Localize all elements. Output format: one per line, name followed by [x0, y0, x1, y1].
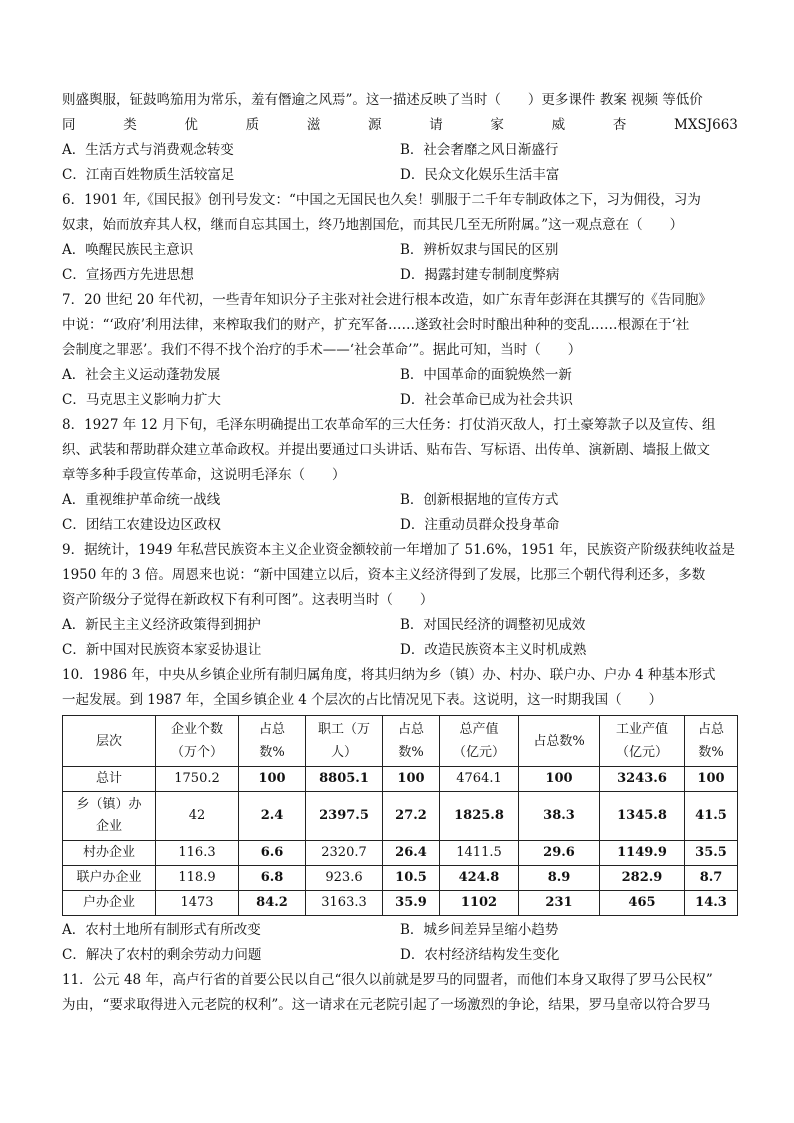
q5-option-a: A．生活方式与消费观念转变 [62, 142, 234, 158]
q7-option-a: A．社会主义运动蓬勃发展 [62, 367, 221, 383]
table-cell: 29.6 [519, 841, 600, 866]
table-cell: 8.7 [685, 866, 738, 891]
q9-option-c: C．新中国对民族资本家妥协退让 [62, 642, 262, 658]
q8-stem: 章等多种手段宣传革命，这说明毛泽东（ ） [62, 467, 346, 483]
table-cell: 35.9 [383, 891, 440, 916]
q6-option-d: D．揭露封建专制制度弊病 [400, 267, 560, 283]
promo-char: 质 [245, 117, 260, 133]
table-cell: 4764.1 [440, 767, 519, 792]
table-header: 总产值 （亿元） [440, 716, 519, 767]
row-label: 村办企业 [63, 841, 156, 866]
table-cell: 3243.6 [600, 767, 685, 792]
table-cell: 231 [519, 891, 600, 916]
township-enterprise-table [62, 715, 738, 916]
q9-option-a: A．新民主主义经济政策得到拥护 [62, 617, 261, 633]
table-cell: 282.9 [600, 866, 685, 891]
q6-option-b: B．辨析奴隶与国民的区别 [400, 242, 559, 258]
table-cell: 1345.8 [600, 792, 685, 841]
q9-option-b: B．对国民经济的调整初见成效 [400, 617, 586, 633]
q10-option-b: B．城乡间差异呈缩小趋势 [400, 922, 559, 938]
table-cell: 38.3 [519, 792, 600, 841]
q10-options-row [62, 943, 738, 968]
q10-option-d: D．农村经济结构发生变化 [400, 947, 560, 963]
q10-option-c: C．解决了农村的剩余劳动力问题 [62, 947, 262, 963]
q7-option-d: D．社会革命已成为社会共识 [400, 392, 573, 408]
table-cell: 1750.2 [156, 767, 239, 792]
promo-char: 威 [551, 117, 566, 133]
table-cell: 100 [239, 767, 306, 792]
q5-options-row [62, 163, 738, 188]
table-row [63, 866, 738, 891]
promo-char: 类 [123, 117, 137, 133]
q5-options-row [62, 138, 738, 163]
promo-code: MXSJ663 [674, 117, 738, 133]
table-header: 占总数% [519, 716, 600, 767]
table-cell: 3163.3 [306, 891, 383, 916]
table-cell: 2397.5 [306, 792, 383, 841]
row-label: 户办企业 [63, 891, 156, 916]
exam-page [62, 88, 738, 1018]
q11-stem: 11．公元 48 年，高卢行省的首要公民以自己“很久以前就是罗马的同盟者，而他们本身又取得了罗马公民权” [62, 972, 713, 988]
q10-stem: 一起发展。到 1987 年，全国乡镇企业 4 个层次的占比情况见下表。这说明，这一时期我国（ ） [62, 692, 663, 708]
q6-option-c: C．宣扬西方先进思想 [62, 267, 194, 283]
q8-option-b: B．创新根据地的宣传方式 [400, 492, 559, 508]
table-cell: 1102 [440, 891, 519, 916]
table-cell: 10.5 [383, 866, 440, 891]
q9-stem: 9．据统计，1949 年私营民族资本主义企业资金额较前一年增加了 51.6%，1951 年，民族资产阶级获纯收益是 [62, 542, 736, 558]
q8-options-row [62, 513, 738, 538]
table-header: 层次 [63, 716, 156, 767]
q10-options-row [62, 918, 738, 943]
q5-option-c: C．江南百姓物质生活较富足 [62, 167, 235, 183]
q11-stem: 为由，“要求取得进入元老院的权利”。这一请求在元老院引起了一场激烈的争论，结果，罗马皇帝以符合罗马 [62, 997, 711, 1013]
promo-char: 家 [490, 117, 504, 133]
q7-stem: 会制度之罪恶’。我们不得不找个治疗的手术——‘社会革命’”。据此可知，当时（ ） [62, 342, 582, 358]
q10-stem: 10．1986 年，中央从乡镇企业所有制归属角度，将其归纳为乡（镇）办、村办、联户办、户办 4 种基本形式 [62, 667, 716, 683]
table-cell: 35.5 [685, 841, 738, 866]
table-header: 占总数% [685, 716, 738, 767]
table-header: 占总 数% [239, 716, 306, 767]
q7-option-c: C．马克思主义影响力扩大 [62, 392, 221, 408]
table-row [63, 792, 738, 841]
promo-char: 优 [184, 117, 198, 133]
q8-option-d: D．注重动员群众投身革命 [400, 517, 560, 533]
table-cell: 116.3 [156, 841, 239, 866]
table-header: 企业个数 （万个） [156, 716, 239, 767]
table-cell: 2320.7 [306, 841, 383, 866]
table-cell: 1411.5 [440, 841, 519, 866]
table-cell: 27.2 [383, 792, 440, 841]
promo-char: 同 [62, 117, 76, 133]
table-cell: 8805.1 [306, 767, 383, 792]
q10-option-a: A．农村土地所有制形式有所改变 [62, 922, 261, 938]
row-label: 联户办企业 [63, 866, 156, 891]
table-cell: 8.9 [519, 866, 600, 891]
table-cell: 26.4 [383, 841, 440, 866]
q5-option-d: D．民众文化娱乐生活丰富 [400, 167, 560, 183]
q8-option-a: A．重视维护革命统一战线 [62, 492, 221, 508]
q9-options-row [62, 613, 738, 638]
table-cell: 14.3 [685, 891, 738, 916]
q6-option-a: A．唤醒民族民主意识 [62, 242, 194, 258]
table-cell: 6.8 [239, 866, 306, 891]
table-row [63, 891, 738, 916]
table-cell: 6.6 [239, 841, 306, 866]
table-cell: 1149.9 [600, 841, 685, 866]
table-header: 占总 数% [383, 716, 440, 767]
table-cell: 41.5 [685, 792, 738, 841]
q8-stem: 8．1927 年 12 月下旬，毛泽东明确提出工农革命军的三大任务：打仗消灭敌人，打土豪筹款子以及宣传、组 [62, 417, 716, 433]
q8-option-c: C．团结工农建设边区政权 [62, 517, 221, 533]
table-header: 工业产值 （亿元） [600, 716, 685, 767]
q5-stem-tail: 则盛舆服，钲鼓鸣笳用为常乐，羞有僭逾之风焉”。这一描述反映了当时（ ）更多课件 教案 视频 等低价 [62, 92, 703, 108]
table-cell: 1473 [156, 891, 239, 916]
table-cell: 100 [519, 767, 600, 792]
q9-stem: 资产阶级分子觉得在新政权下有利可图”。这表明当时（ ） [62, 592, 434, 608]
row-label: 乡（镇）办 企业 [63, 792, 156, 841]
promo-char: 请 [429, 117, 443, 133]
table-cell: 465 [600, 891, 685, 916]
q7-stem: 中说：“‘政府’利用法律，来榨取我们的财产，扩充军备……遂致社会时时酿出种种的变乱……根源在于‘社 [62, 317, 690, 333]
table-cell: 100 [685, 767, 738, 792]
q6-stem: 6．1901 年,《国民报》创刊号发文：“中国之无国民也久矣！驯服于二千年专制政体之下，习为佣役，习为 [62, 192, 701, 208]
table-cell: 100 [383, 767, 440, 792]
table-cell: 2.4 [239, 792, 306, 841]
q9-stem: 1950 年的 3 倍。周恩来也说：“新中国建立以后，资本主义经济得到了发展，比那三个朝代得利还多，多数 [62, 567, 706, 583]
row-label: 总计 [63, 767, 156, 792]
q6-options-row [62, 263, 738, 288]
table-cell: 923.6 [306, 866, 383, 891]
q9-option-d: D．改造民族资本主义时机成熟 [400, 642, 587, 658]
q7-options-row [62, 363, 738, 388]
q6-stem: 奴隶，始而放弃其人权，继而自忘其国土，终乃地割国危，而其民几至无所附属。”这一观点意在（ ） [62, 217, 684, 233]
table-header: 职工（万 人） [306, 716, 383, 767]
q9-options-row [62, 638, 738, 663]
table-cell: 1825.8 [440, 792, 519, 841]
q7-options-row [62, 388, 738, 413]
promo-char: 杏 [612, 117, 627, 133]
q6-options-row [62, 238, 738, 263]
q7-stem: 7．20 世纪 20 年代初，一些青年知识分子主张对社会进行根本改造，如广东青年彭湃在其撰写的《告同胞》 [62, 292, 712, 308]
table-cell: 42 [156, 792, 239, 841]
table-row [63, 841, 738, 866]
q8-options-row [62, 488, 738, 513]
promo-char: 滋 [306, 117, 321, 133]
table-cell: 424.8 [440, 866, 519, 891]
q8-stem: 织、武装和帮助群众建立革命政权。并提出要通过口头讲话、贴布告、写标语、出传单、演新剧、墙报上做文 [62, 442, 710, 458]
table-cell: 118.9 [156, 866, 239, 891]
table-cell: 84.2 [239, 891, 306, 916]
table-header-row [63, 716, 738, 767]
table-row [63, 767, 738, 792]
q5-option-b: B．社会奢靡之风日渐盛行 [400, 142, 559, 158]
promo-line [62, 113, 738, 138]
q7-option-b: B．中国革命的面貌焕然一新 [400, 367, 572, 383]
promo-char: 源 [368, 117, 382, 133]
